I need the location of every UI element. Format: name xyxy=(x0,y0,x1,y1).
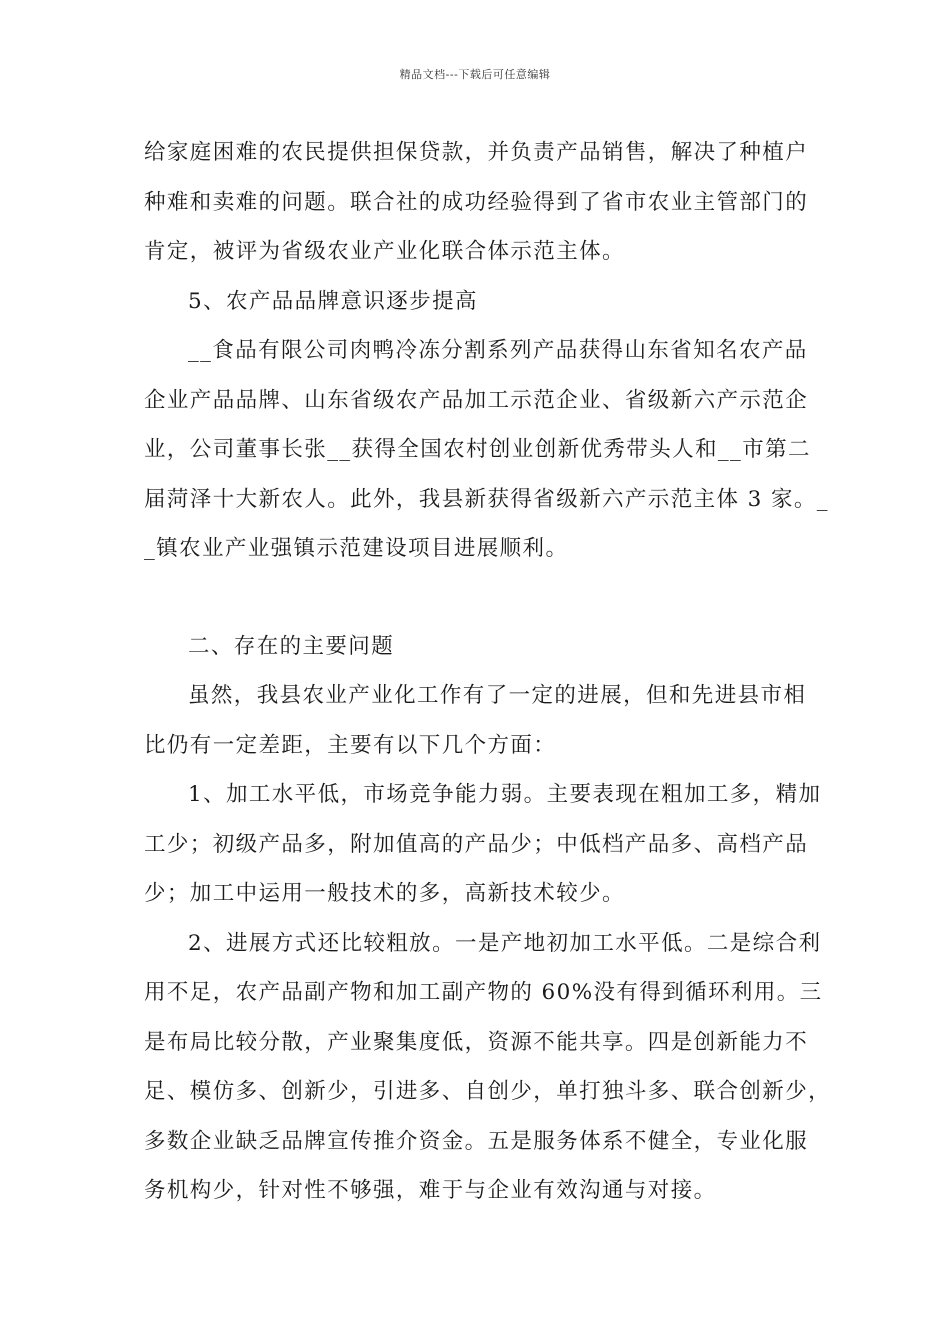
paragraph-line: 企业产品品牌、山东省级农产品加工示范企业、省级新六产示范企 xyxy=(144,387,809,413)
paragraph-line: 给家庭困难的农民提供担保贷款，并负责产品销售，解决了种植户 xyxy=(144,140,809,165)
paragraph-line: 多数企业缺乏品牌宣传推介资金。五是服务体系不健全，专业化服 xyxy=(144,1128,809,1154)
section-gap xyxy=(144,574,814,622)
paragraph-line: __食品有限公司肉鸭冷冻分割系列产品获得山东省知名农产品 xyxy=(188,338,808,363)
paragraph-line: 虽然，我县农业产业化工作有了一定的进展，但和先进县市相 xyxy=(188,683,807,708)
paragraph-line: 是布局比较分散，产业聚集度低，资源不能共享。四是创新能力不 xyxy=(144,1029,809,1055)
paragraph-line: 种难和卖难的问题。联合社的成功经验得到了省市农业主管部门的 xyxy=(144,189,809,215)
section-heading: 二、存在的主要问题 xyxy=(188,633,395,659)
paragraph-line: 业，公司董事长张__获得全国农村创业创新优秀带头人和__市第二 xyxy=(144,437,811,462)
paragraph-line: 2、进展方式还比较粗放。一是产地初加工水平低。二是综合利 xyxy=(188,930,822,956)
document-body xyxy=(144,128,832,1216)
paragraph-line: _镇农业产业强镇示范建设项目进展顺利。 xyxy=(144,536,569,561)
paragraph-line: 少；加工中运用一般技术的多，高新技术较少。 xyxy=(144,881,625,906)
paragraph-line: 足、模仿多、创新少，引进多、自创少，单打独斗多、联合创新少， xyxy=(144,1079,832,1104)
paragraph-line: 肯定，被评为省级农业产业化联合体示范主体。 xyxy=(144,239,625,264)
paragraph-line: 务机构少，针对性不够强，难于与企业有效沟通与对接。 xyxy=(144,1178,717,1203)
paragraph-line: 届菏泽十大新农人。此外，我县新获得省级新六产示范主体 3 家。_ xyxy=(144,486,829,512)
paragraph-line: 用不足，农产品副产物和加工副产物的 60%没有得到循环利用。三 xyxy=(144,980,823,1005)
paragraph-line: 1、加工水平低，市场竞争能力弱。主要表现在粗加工多，精加 xyxy=(188,782,822,807)
paragraph-line: 比仍有一定差距，主要有以下几个方面： xyxy=(144,732,557,758)
section-heading: 5、农产品品牌意识逐步提高 xyxy=(188,288,478,314)
paragraph-line: 工少；初级产品多，附加值高的产品少；中低档产品多、高档产品 xyxy=(144,831,809,857)
page-header: 精品文档---下载后可任意编辑 xyxy=(399,68,551,81)
